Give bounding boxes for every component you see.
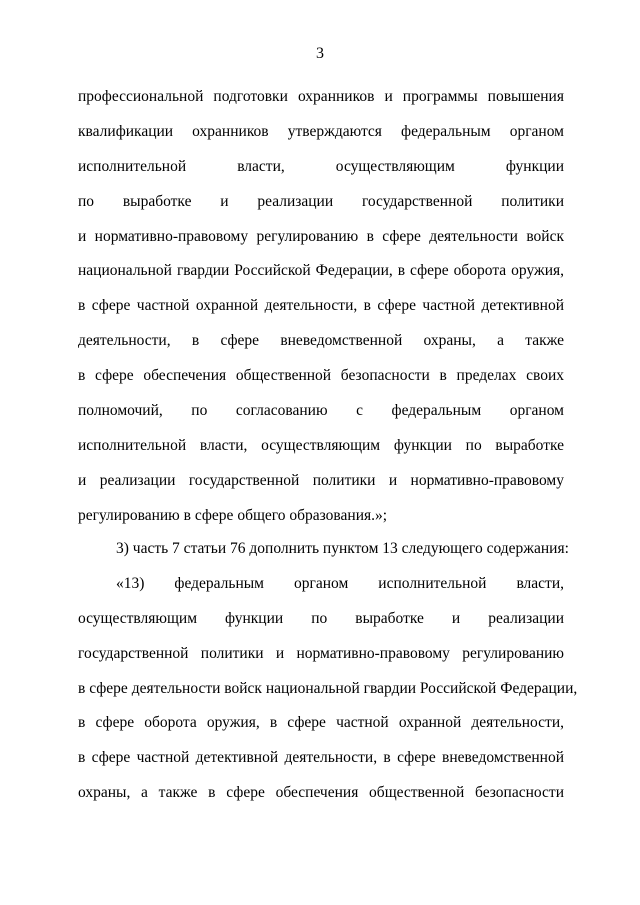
text-line: охраны, а также в сфере обеспечения общественной безопасности xyxy=(78,784,564,802)
text-line: осуществляющим функции по выработке и реализации xyxy=(78,609,564,627)
text-line: в сфере оборота оружия, в сфере частной охранной деятельности, xyxy=(78,714,564,732)
text-line: в сфере обеспечения общественной безопасности в пределах своих xyxy=(78,367,564,385)
paragraph-2-and-3 xyxy=(78,532,578,811)
text-line: в сфере частной детективной деятельности, в сфере вневедомственной xyxy=(78,749,564,767)
text-line: государственной политики и нормативно-правовому регулированию xyxy=(78,644,564,662)
text-line: полномочий, по согласованию с федеральным органом xyxy=(78,402,564,420)
text-line: регулированию в сфере общего образования.»; xyxy=(78,506,388,524)
text-line: и нормативно-правовому регулированию в сфере деятельности войск xyxy=(78,227,564,245)
text-line: «13) федеральным органом исполнительной власти, xyxy=(116,574,564,592)
text-line: деятельности, в сфере вневедомственной охраны, а также xyxy=(78,332,564,350)
text-line: профессиональной подготовки охранников и программы повышения xyxy=(78,88,564,105)
text-line: национальной гвардии Российской Федерации, в сфере оборота оружия, xyxy=(78,262,564,280)
text-line: исполнительной власти, осуществляющим функции по выработке xyxy=(78,436,564,454)
page-number: 3 xyxy=(316,45,324,62)
text-line: и реализации государственной политики и нормативно-правовому xyxy=(78,471,564,489)
text-line: в сфере деятельности войск национальной гвардии Российской Федерации, xyxy=(78,679,578,697)
text-line: исполнительной власти, осуществляющим функции xyxy=(78,157,564,175)
text-line: 3) часть 7 статьи 76 дополнить пунктом 13 следующего содержания: xyxy=(116,540,569,557)
text-line: по выработке и реализации государственной политики xyxy=(78,192,564,210)
paragraph-1 xyxy=(78,80,564,534)
text-line: квалификации охранников утверждаются федеральным органом xyxy=(78,122,564,140)
text-line: в сфере частной охранной деятельности, в сфере частной детективной xyxy=(78,297,564,315)
